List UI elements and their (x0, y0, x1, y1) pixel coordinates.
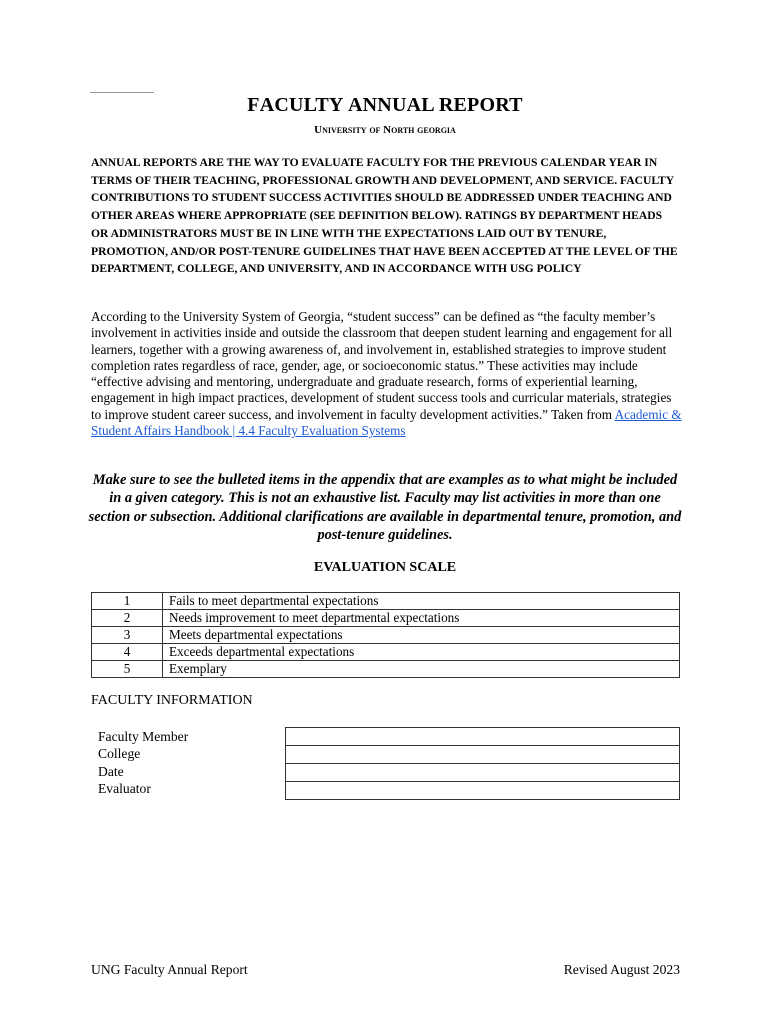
title-initial-a: A (348, 94, 363, 116)
college-label: College (98, 746, 141, 762)
table-row (92, 644, 680, 661)
table-row (92, 593, 680, 610)
definition-text: According to the University System of Georgia, “student success” can be defined as “the faculty member’s involvement in activities inside and outside the classroom that deepen student learning and engagement for all learners, together with a growing awareness of, and involvement in, established strategies to improve student completion rates regardless of race, gender, age, or socioeconomic status.” These activities may include “effective advising and mentoring, undergraduate and graduate research, forms of experiential learning, engagement in high impact practices, development of student success tools and curricular materials, strategies to improve student career success, and involvement in faculty development activities.” Taken from (91, 309, 673, 422)
scale-description: Exemplary (163, 661, 680, 678)
scale-number: 3 (92, 627, 163, 644)
scale-number: 4 (92, 644, 163, 661)
evaluator-field[interactable] (285, 781, 680, 800)
scale-description: Exceeds departmental expectations (163, 644, 680, 661)
title-initial-f: F (247, 94, 260, 116)
college-field[interactable] (285, 745, 680, 763)
scale-description: Meets departmental expectations (163, 627, 680, 644)
faculty-info-heading: FACULTY INFORMATION (91, 693, 253, 708)
footer-left: UNG Faculty Annual Report (91, 962, 248, 977)
faculty-info-labels (98, 728, 188, 797)
scale-description: Needs improvement to meet departmental expectations (163, 610, 680, 627)
date-field[interactable] (285, 763, 680, 781)
header-rule (90, 92, 154, 93)
title-word-annual-report: NNUAL REPORT (362, 94, 523, 116)
table-row (92, 661, 680, 678)
table-row (92, 610, 680, 627)
faculty-info-fields (285, 727, 680, 800)
footer-right: Revised August 2023 (563, 962, 680, 977)
faculty-member-label: Faculty Member (98, 729, 189, 744)
page-title (0, 94, 770, 117)
student-success-definition (91, 309, 683, 439)
faculty-member-field[interactable] (285, 727, 680, 745)
date-label: Date (98, 763, 124, 779)
scale-description: Fails to meet departmental expectations (163, 593, 680, 610)
intro-paragraph: ANNUAL REPORTS ARE THE WAY TO EVALUATE FACULTY FOR THE PREVIOUS CALENDAR YEAR IN TERMS OF THEIR TEACHING, PROFESSIONAL GROWTH AND DEVELOPMENT, AND SERVICE. FACULTY CONTRIBUTIONS TO STUDENT SUCCESS ACTIVITIES SHOULD BE ADDRESSED UNDER TEACHING AND OTHER AREAS WHERE APPROPRIATE (SEE DEFINITION BELOW). RATINGS BY DEPARTMENT HEADS OR ADMINISTRATORS MUST BE IN LINE WITH THE EXPECTATIONS LAID OUT BY TENURE, PROMOTION, AND/OR POST-TENURE GUIDELINES THAT HAVE BEEN ACCEPTED AT THE LEVEL OF THE DEPARTMENT, COLLEGE, AND UNIVERSITY, AND IN ACCORDANCE WITH USG POLICY (91, 156, 678, 276)
table-row (92, 627, 680, 644)
evaluation-scale-table (91, 592, 680, 678)
title-word-faculty: ACULTY (259, 94, 348, 116)
appendix-note: Make sure to see the bulleted items in the appendix that are examples as to what might be included in a given category. This is not an exhaustive list. Faculty may list activities in more than one section or subsection. Additional clarifications are available in departmental tenure, promotion, and post-tenure guidelines. (88, 472, 682, 544)
page-subtitle: University of North georgia (314, 124, 456, 136)
scale-number: 1 (92, 593, 163, 610)
handbook-link[interactable]: Academic & Student Affairs Handbook | 4.4 Faculty Evaluation Systems (91, 406, 682, 439)
scale-number: 2 (92, 610, 163, 627)
evaluation-scale-heading: EVALUATION SCALE (313, 560, 457, 575)
evaluator-label: Evaluator (98, 780, 151, 796)
scale-number: 5 (92, 661, 163, 678)
